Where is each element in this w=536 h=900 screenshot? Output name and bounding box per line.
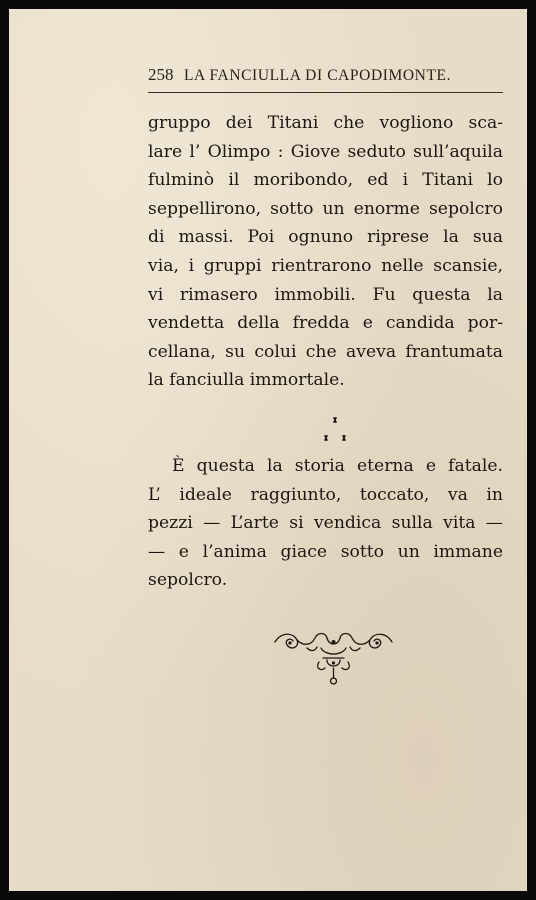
text-line: la fanciulla immortale.	[148, 370, 345, 391]
paragraph-2	[148, 452, 503, 595]
text-line: L’ ideale raggiunto, toccato, va in	[148, 484, 503, 505]
running-header	[148, 65, 514, 85]
text-line: lare l’ Olimpo : Giove seduto sull’aquila	[148, 141, 503, 162]
asterism-icon	[320, 413, 350, 449]
header-rule	[148, 92, 503, 93]
text-line: via, i gruppi rientrarono nelle scansie,	[148, 255, 503, 276]
text-line: cellana, su colui che aveva frantumata	[148, 341, 503, 362]
text-line: sepolcro.	[148, 570, 228, 591]
tailpiece-ornament-icon	[271, 624, 396, 689]
running-title: LA FANCIULLA DI CAPODIMONTE.	[183, 67, 452, 84]
text-line: seppellirono, sotto un enorme sepolcro	[148, 198, 503, 219]
body-text	[148, 109, 503, 595]
text-line: fulminò il moribondo, ed i Titani lo	[148, 170, 503, 191]
text-line: vi rimasero immobili. Fu questa la	[148, 284, 503, 305]
text-line: — e l’anima giace sotto un immane	[148, 541, 503, 562]
paragraph-1	[148, 109, 503, 395]
text-line: di massi. Poi ognuno riprese la sua	[148, 227, 503, 248]
book-page	[9, 9, 527, 891]
text-line: È questa la storia eterna e fatale.	[172, 455, 503, 476]
page-number: 258	[148, 65, 174, 84]
text-line: pezzi — L’arte si vendica sulla vita —	[148, 513, 503, 534]
text-line: vendetta della fredda e candida por-	[148, 313, 503, 334]
text-line: gruppo dei Titani che vogliono sca-	[148, 113, 503, 133]
